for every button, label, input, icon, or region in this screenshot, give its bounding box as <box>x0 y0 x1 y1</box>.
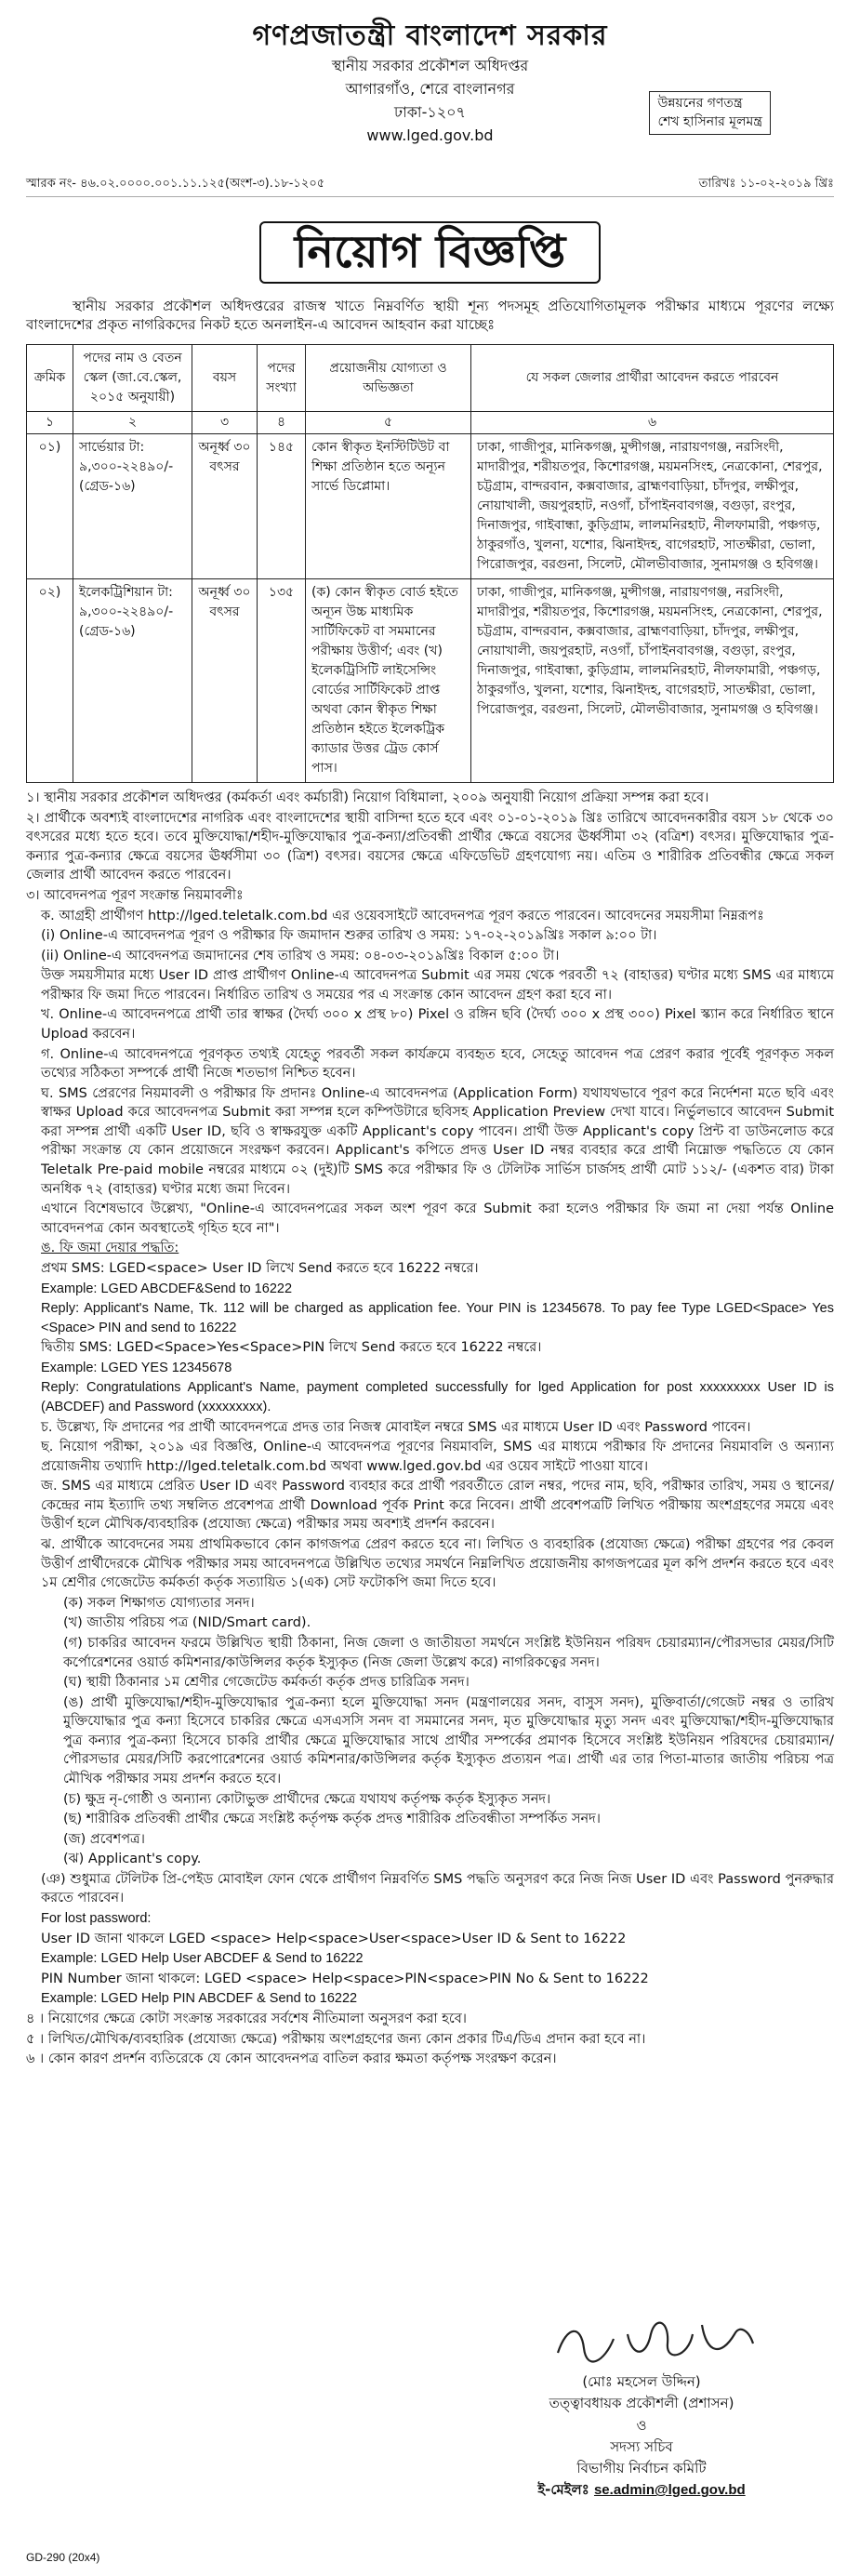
note-time-ii: (ii) Online-এ আবেদনপত্র জমাদানের শেষ তারিখ ও সময়: ০৪-০৩-২০১৯খ্রিঃ বিকাল ৫:০০ টা। <box>41 948 560 963</box>
government-title: গণপ্রজাতন্ত্রী বাংলাদেশ সরকার <box>252 20 608 52</box>
note-time-ii-detail: উক্ত সময়সীমার মধ্যে User ID প্রাপ্ত প্রার্থীগণ Online-এ আবেদনপত্র Submit এর সময় থেকে পরবর্তী ৭২ (বাহাত্তর) ঘণ্টার মধ্যে SMS এর মাধ্যমে পরীক্ষার ফি জমা দিতে পারবেন। নির্ধারিত তারিখ ও সময়ের পর এ সংক্রান্ত কোন আবেদন গ্রহণ করা হবে না। <box>41 968 834 1003</box>
doc-item: (জ) প্রবেশপত্র। <box>63 1831 145 1847</box>
col-header-count: পদের সংখ্যা <box>258 345 306 412</box>
sms-2-reply: Reply: Congratulations Applicant's Name, payment completed successfully for lged Application for post xxxxxxxxx User ID is (ABCDEF) and Password (xxxxxxxxx). <box>41 1380 834 1414</box>
doc-item: (চ) ক্ষুদ্র নৃ-গোষ্ঠী ও অন্যান্য কোটাভুক্ত প্রার্থীদের ক্ষেত্রে যথাযথ কর্তৃপক্ষ কর্তৃক ইস্যুকৃত সনদ। <box>63 1791 551 1807</box>
doc-item: (ক) সকল শিক্ষাগত যোগ্যতার সনদ। <box>63 1595 255 1611</box>
memo-number: স্মারক নং- ৪৬.০২.০০০০.০০১.১১.১২৫(অংশ-৩).১৮-১২০৫ <box>26 176 325 191</box>
col-number: ৫ <box>306 412 471 434</box>
doc-item: (ঙ) প্রার্থী মুক্তিযোদ্ধা/শহীদ-মুক্তিযোদ্ধার পুত্র-কন্যা হলে মুক্তিযোদ্ধা সনদ (মন্ত্রণালয়ের সনদ, বাসুস সনদ), মুক্তিবার্তা/গেজেট নম্বর ও তারিখ মুক্তিযোদ্ধার পুত্র কন্যা হিসেবে চাকরির ক্ষেত্রে এসএসসি সনদ বা সমমানের সনদ, মৃত মুক্তিযোদ্ধার মৃত্যু সনদ এবং মুক্তিযোদ্ধা/শহীদ-মুক্তিযোদ্ধার পুত্র কন্যার পুত্র-কন্যা হিসেবে চাকরি প্রার্থীর ক্ষেত্রে মুক্তিযোদ্ধার সাথে প্রার্থীর সম্পর্কের প্রমাণক হিসেবে সংশ্লিষ্ট ইউনিয়ন পরিষদের চেয়ারম্যান/পৌরসভার মেয়র/সিটি করপোরেশনের ওয়ার্ড কমিশনার/কাউন্সিলর কর্তৃক ইস্যুকৃত প্রত্যয়ন পত্র। প্রার্থী এর তার পিতা-মাতার জাতীয় পরিচয় পত্র মৌখিক পরীক্ষার সময় প্রদর্শন করতে হবে। <box>63 1694 834 1786</box>
lost-pin-instruction: PIN Number জানা থাকলে: LGED <space> Help<space>PIN<space>PIN No & Sent to 16222 <box>41 1971 649 1986</box>
row-count: ১৩৫ <box>258 579 306 783</box>
print-code: GD-290 (20x4) <box>26 2551 100 2564</box>
lost-user-example: Example: LGED Help User ABCDEF & Send to 16222 <box>41 1951 364 1967</box>
note-4: ৪ । নিয়োগের ক্ষেত্রে কোটা সংক্রান্ত সরকারের সর্বশেষ নীতিমালা অনুসরণ করা হবে। <box>26 2011 467 2026</box>
lost-password-for: For lost password: <box>41 1911 152 1927</box>
col-header-qualification: প্রয়োজনীয় যোগ্যতা ও অভিজ্ঞতা <box>306 345 471 412</box>
col-number: ১ <box>27 412 73 434</box>
note-chha: ছ. নিয়োগ পরীক্ষা, ২০১৯ এর বিজ্ঞপ্তি, Online-এ আবেদনপত্র পূরণের নিয়মাবলি, SMS এর মাধ্যমে পরীক্ষার ফি প্রদানের নিয়মাবলি ও অন্যান্য প্রয়োজনীয় তথ্যাদি http://lged.teletalk.com.bd অথবা www.lged.gov.bd এর ওয়েব সাইটে পাওয়া যাবে। <box>41 1440 834 1474</box>
lost-password-heading: (ঞ) শুধুমাত্র টেলিটক প্রি-পেইড মোবাইল ফোন থেকে প্রার্থীগণ নিম্নবর্ণিত SMS পদ্ধতি অনুসরণ করে নিজ নিজ User ID এবং Password পুনরুদ্ধার করতে পারবেন। <box>41 1871 834 1906</box>
email-label: ই-মেইলঃ <box>537 2481 589 2499</box>
table-row <box>27 434 834 579</box>
row-post: সার্ভেয়ার টা: ৯,৩০০-২২৪৯০/- (গ্রেড-১৬) <box>73 434 192 579</box>
row-age: অনূর্ধ্ব ৩০ বৎসর <box>192 434 258 579</box>
website-line: www.lged.gov.bd <box>366 126 494 144</box>
handwritten-signature <box>483 2306 800 2371</box>
doc-item: (ছ) শারীরিক প্রতিবন্ধী প্রার্থীর ক্ষেত্রে সংশ্লিষ্ট কর্তৃপক্ষ কর্তৃক প্রদত্ত শারীরিক প্রতিবন্ধীতা সম্পর্কিত সনদ। <box>63 1812 601 1827</box>
email-link[interactable]: se.admin@lged.gov.bd <box>593 2482 746 2499</box>
sms-1-instruction: প্রথম SMS: LGED<space> User ID লিখে Send করতে হবে 16222 নম্বরে। <box>41 1260 479 1276</box>
lost-pin-example: Example: LGED Help PIN ABCDEF & Send to 16222 <box>41 1991 358 2007</box>
doc-item: (খ) জাতীয় পরিচয় পত্র (NID/Smart card). <box>63 1615 311 1631</box>
department-name: স্থানীয় সরকার প্রকৌশল অধিদপ্তর <box>331 57 529 75</box>
row-qualification: কোন স্বীকৃত ইনস্টিটিউট বা শিক্ষা প্রতিষ্ঠান হতে অন্যূন সার্ভে ডিপ্লোমা। <box>306 434 471 579</box>
page-title: নিয়োগ বিজ্ঞপ্তি <box>259 221 602 284</box>
reference-row <box>26 176 834 197</box>
address-line: আগারগাঁও, শেরে বাংলানগর <box>345 80 515 99</box>
city-line: ঢাকা-১২০৭ <box>394 102 466 121</box>
signatory-committee: বিভাগীয় নির্বাচন কমিটি <box>576 2460 707 2476</box>
row-serial: ০২) <box>27 579 73 783</box>
row-districts: ঢাকা, গাজীপুর, মানিকগঞ্জ, মুন্সীগঞ্জ, নারায়ণগঞ্জ, নরসিংদী, মাদারীপুর, শরীয়তপুর, কিশোরগঞ্জ, ময়মনসিংহ, নেত্রকোনা, শেরপুর, চট্টগ্রাম, বান্দরবান, কক্সবাজার, ব্রাহ্মণবাড়িয়া, চাঁদপুর, লক্ষীপুর, নোয়াখালী, জয়পুরহাট, নওগাঁ, চাঁপাইনবাবগঞ্জ, বগুড়া, রংপুর, দিনাজপুর, গাইবান্ধা, কুড়িগ্রাম, লালমনিরহাট, নীলফামারী, পঞ্চগড়, ঠাকুরগাঁও, খুলনা, যশোর, ঝিনাইদহ, বাগেরহাট, সাতক্ষীরা, ভোলা, পিরোজপুর, বরগুনা, সিলেট, মৌলভীবাজার, সুনামগঞ্জ ও হবিগঞ্জ। <box>471 579 834 783</box>
title-wrap <box>26 221 834 284</box>
conditions-section <box>26 789 834 2069</box>
signatory-email-line <box>483 2479 800 2501</box>
row-serial: ০১) <box>27 434 73 579</box>
signatory-and: ও <box>636 2416 647 2434</box>
doc-item: (গ) চাকরির আবেদন ফরমে উল্লিখিত স্থায়ী ঠিকানা, নিজ জেলা ও জাতীয়তা সমর্থনে সংশ্লিষ্ট ইউনিয়ন পরিষদ চেয়ারম্যান/পৌরসভার মেয়র/সিটি কর্পোরেশনের ওয়ার্ড কমিশনার/কাউন্সিলর কর্তৃক ইস্যুকৃত (নিজ জেলা উল্লেখ করে) নাগরিকত্বের সনদ। <box>63 1635 834 1670</box>
doc-item: (ঘ) স্থায়ী ঠিকানার ১ম শ্রেণীর গেজেটেড কর্মকর্তা কর্তৃক প্রদত্ত চারিত্রিক সনদ। <box>63 1675 470 1691</box>
row-qualification: (ক) কোন স্বীকৃত বোর্ড হইতে অন্যূন উচ্চ মাধ্যমিক সার্টিফিকেট বা সমমানের পরীক্ষায় উত্তীর্ণ; এবং (খ) ইলেকট্রিসিটি লাইসেন্সিং বোর্ডের সার্টিফিকেট প্রাপ্ত অথবা কোন স্বীকৃত শিক্ষা প্রতিষ্ঠান হইতে ইলেকট্রিক ক্যাডার উত্তর ট্রেড কোর্স পাস। <box>306 579 471 783</box>
note-kha: খ. Online-এ আবেদনপত্রে প্রার্থী তার স্বাক্ষর (দৈর্ঘ্য ৩০০ x প্রস্থ ৮০) Pixel ও রঙ্গিন ছবি (দৈর্ঘ্য ৩০০ x প্রস্থ ৩০০) Pixel স্ক্যান করে নির্ধারিত স্থানে Upload করবেন। <box>41 1007 834 1042</box>
signatory-name: (মোঃ মহসেল উদ্দিন) <box>582 2373 701 2390</box>
note-ja: জ. SMS এর মাধ্যমে প্রেরিত User ID এবং Password ব্যবহার করে প্রার্থী পরবর্তীতে রোল নম্বর, পদের নাম, ছবি, পরীক্ষার তারিখ, সময় ও স্থানের/কেন্দ্রের নাম ইত্যাদি তথ্য সম্বলিত প্রবেশপত্র প্রার্থী Download পূর্বক Print করে নিবেন। প্রার্থী প্রবেশপত্রটি লিখিত পরীক্ষায় অংশগ্রহণের সময়ে এবং উত্তীর্ণ হলে মৌখিক/ব্যবহারিক (প্রযোজ্য ক্ষেত্রে) পরীক্ষার সময় অবশ্যই প্রদর্শন করবেন। <box>41 1479 834 1533</box>
posts-table <box>26 344 834 783</box>
lost-user-instruction: User ID জানা থাকলে LGED <space> Help<space>User<space>User ID & Sent to 16222 <box>41 1931 627 1946</box>
fee-method-heading: ঙ. ফি জমা দেয়ার পদ্ধতি: <box>41 1241 179 1256</box>
motto-box <box>649 91 771 135</box>
signatory-member: সদস্য সচিব <box>610 2437 673 2455</box>
sms-2-example: Example: LGED YES 12345678 <box>41 1360 232 1375</box>
table-header-row <box>27 345 834 412</box>
note-ga: গ. Online-এ আবেদনপত্রে পূরণকৃত তথ্যই যেহেতু পরবর্তী সকল কার্যক্রমে ব্যবহৃত হবে, সেহেতু আবেদন পত্র প্রেরণ করার পূর্বেই পূরণকৃত সকল তথ্যের সঠিকতা সম্পর্কে প্রার্থী নিজে শতভাগ নিশ্চিত হবেন। <box>41 1046 834 1082</box>
sms-1-reply: Reply: Applicant's Name, Tk. 112 will be charged as application fee. Your PIN is 12345678. To pay fee Type LGED<Space> Yes <Space> PIN and send to 16222 <box>41 1301 834 1335</box>
row-post: ইলেকট্রিশিয়ান টা: ৯,৩০০-২২৪৯০/- (গ্রেড-১৬) <box>73 579 192 783</box>
note-time-i: (i) Online-এ আবেদনপত্র পূরণ ও পরীক্ষার ফি জমাদান শুরুর তারিখ ও সময়: ১৭-০২-২০১৯খ্রিঃ সকাল ৯:০০ টা। <box>41 928 657 944</box>
col-header-age: বয়স <box>192 345 258 412</box>
col-number: ৩ <box>192 412 258 434</box>
col-header-districts: যে সকল জেলার প্রার্থীরা আবেদন করতে পারবেন <box>471 345 834 412</box>
motto-line-2: শেখ হাসিনার মূলমন্ত্র <box>657 114 762 130</box>
col-number: ৪ <box>258 412 306 434</box>
note-ka: ক. আগ্রহী প্রার্থীগণ http://lged.teletalk.com.bd এর ওয়েবসাইটে আবেদনপত্র পূরণ করতে পারবেন। আবেদনের সময়সীমা নিম্নরূপঃ <box>41 908 764 923</box>
col-header-post: পদের নাম ও বেতন স্কেল (জা.বে.স্কেল, ২০১৫ অনুযায়ী) <box>73 345 192 412</box>
note-jha: ঝ. প্রার্থীকে আবেদনের সময় প্রাথমিকভাবে কোন কাগজপত্র প্রেরণ করতে হবে না। লিখিত ও ব্যবহারিক (প্রযোজ্য ক্ষেত্রে) পরীক্ষা গ্রহণের পর কেবল উত্তীর্ণ প্রার্থীদেরকে মৌখিক পরীক্ষার সময় আবেদনপত্রে উল্লিখিত তথ্যের সমর্থনে নিম্নলিখিত প্রয়োজনীয় কাগজপত্রের মূল কপি প্রদর্শন করতে হবে এবং ১ম শ্রেণীর গেজেটেড কর্মকর্তা কর্তৃক সত্যায়িত ১(এক) সেট ফটোকপি জমা দিতে হবে। <box>41 1537 834 1591</box>
row-count: ১৪৫ <box>258 434 306 579</box>
motto-line-1: উন্নয়নের গণতন্ত্র <box>657 96 743 111</box>
notice-date: তারিখঃ ১১-০২-২০১৯ খ্রিঃ <box>698 176 834 191</box>
sms-2-instruction: দ্বিতীয় SMS: LGED<Space>Yes<Space>PIN লিখে Send করতে হবে 16222 নম্বরে। <box>41 1340 542 1356</box>
sms-1-example: Example: LGED ABCDEF&Send to 16222 <box>41 1281 293 1296</box>
signatory-designation: তত্ত্বাবধায়ক প্রকৌশলী (প্রশাসন) <box>549 2395 734 2412</box>
note-3: ৩। আবেদনপত্র পূরণ সংক্রান্ত নিয়মাবলীঃ <box>26 887 244 903</box>
note-2: ২। প্রার্থীকে অবশ্যই বাংলাদেশের নাগরিক এবং বাংলাদেশের স্থায়ী বাসিন্দা হতে হবে এবং ০১-০১-২০১৯ খ্রিঃ তারিখে আবেদনকারীর বয়স ১৮ থেকে ৩০ বৎসরের মধ্যে হতে হবে। তবে মুক্তিযোদ্ধা/শহীদ-মুক্তিযোদ্ধার পুত্র-কন্যা/প্রতিবন্ধী প্রার্থীর ক্ষেত্রে বয়সের ঊর্ধ্বসীমা ৩২ (বত্রিশ) বৎসর। মুক্তিযোদ্ধার পুত্র-কন্যার পুত্র-কন্যার ক্ষেত্রে বয়সের ঊর্ধ্বসীমা ৩০ (ত্রিশ) বৎসর। বয়সের ক্ষেত্রে এফিডেভিট গ্রহণযোগ্য নয়। এতিম ও শারীরিক প্রতিবন্ধীর ক্ষেত্রে সকল জেলার প্রার্থী আবেদন করতে পারবেন। <box>26 810 834 883</box>
note-6: ৬ । কোন কারণ প্রদর্শন ব্যতিরেকে যে কোন আবেদনপত্র বাতিল করার ক্ষমতা কর্তৃপক্ষ সংরক্ষণ করেন। <box>26 2052 557 2067</box>
doc-item: (ঝ) Applicant's copy. <box>63 1852 202 1867</box>
table-row <box>27 579 834 783</box>
row-age: অনূর্ধ্ব ৩০ বৎসর <box>192 579 258 783</box>
signature-block <box>483 2306 800 2502</box>
intro-paragraph: স্থানীয় সরকার প্রকৌশল অধিদপ্তরের রাজস্ব খাতে নিম্নবর্ণিত স্থায়ী শূন্য পদসমূহ প্রতিযোগিতামূলক পরীক্ষার মাধ্যমে পূরণের লক্ষ্যে বাংলাদেশের প্রকৃত নাগরিকদের নিকট হতে অনলাইন-এ আবেদন আহবান করা যাচ্ছেঃ <box>26 297 834 334</box>
column-number-row <box>27 412 834 434</box>
note-1: ১। স্থানীয় সরকার প্রকৌশল অধিদপ্তর (কর্মকর্তা এবং কর্মচারী) নিয়োগ বিধিমালা, ২০০৯ অনুযায়ী নিয়োগ প্রক্রিয়া সম্পন্ন করা হবে। <box>26 790 709 806</box>
note-gha: ঘ. SMS প্রেরণের নিয়মাবলী ও পরীক্ষার ফি প্রদানঃ Online-এ আবেদনপত্র (Application Form) যথাযথভাবে পূরণ করে নির্দেশনা মতে ছবি এবং স্বাক্ষর Upload করে আবেদনপত্র Submit করা সম্পন্ন হলে কম্পিউটারে ছবিসহ Application Preview দেখা যাবে। নির্ভুলভাবে আবেদন Submit করা সম্পন্ন প্রার্থী একটি User ID, ছবি ও স্বাক্ষরযুক্ত একটি Applicant's copy পাবেন। প্রার্থী উক্ত Applicant's copy প্রিন্ট বা ডাউনলোড করে পরীক্ষা সংক্রান্ত যে কোন প্রয়োজনে সংরক্ষণ করবেন। Applicant's কপিতে প্রদত্ত User ID নম্বর ব্যবহার করে প্রার্থী নিম্নোক্ত পদ্ধতিতে যে কোন Teletalk Pre-paid mobile নম্বরের মাধ্যমে ০২ (দুই)টি SMS করে পরীক্ষার ফি ও টেলিটক সার্ভিস চার্জসহ প্রার্থী মোট ১১২/- (একশত বার) টাকা অনধিক ৭২ (বাহাত্তর) ঘণ্টার মধ্যে জমা দিবেন। <box>41 1085 834 1197</box>
note-gha-detail: এখানে বিশেষভাবে উল্লেখ্য, "Online-এ আবেদনপত্রের সকল অংশ পূরণ করে Submit করা হলেও পরীক্ষার ফি জমা না দেয়া পর্যন্ত Online আবেদনপত্র কোন অবস্থাতেই গৃহিত হবে না"। <box>41 1202 834 1236</box>
col-number: ২ <box>73 412 192 434</box>
note-5: ৫ । লিখিত/মৌখিক/ব্যবহারিক (প্রযোজ্য ক্ষেত্রে) পরীক্ষায় অংশগ্রহণের জন্য কোন প্রকার টিএ/ডিএ প্রদান করা হবে না। <box>26 2031 646 2047</box>
note-cha: চ. উল্লেখ্য, ফি প্রদানের পর প্রার্থী আবেদনপত্রে প্রদত্ত তার নিজস্ব মোবাইল নম্বরে SMS এর মাধ্যমে User ID এবং Password পাবেন। <box>41 1419 751 1435</box>
col-header-serial: ক্রমিক <box>27 345 73 412</box>
row-districts: ঢাকা, গাজীপুর, মানিকগঞ্জ, মুন্সীগঞ্জ, নারায়ণগঞ্জ, নরসিংদী, মাদারীপুর, শরীয়তপুর, কিশোরগঞ্জ, ময়মনসিংহ, নেত্রকোনা, শেরপুর, চট্টগ্রাম, বান্দরবান, কক্সবাজার, ব্রাহ্মণবাড়িয়া, চাঁদপুর, লক্ষীপুর, নোয়াখালী, জয়পুরহাট, নওগাঁ, চাঁপাইনবাবগঞ্জ, বগুড়া, রংপুর, দিনাজপুর, গাইবান্ধা, কুড়িগ্রাম, লালমনিরহাট, নীলফামারী, পঞ্চগড়, ঠাকুরগাঁও, খুলনা, যশোর, ঝিনাইদহ, বাগেরহাট, সাতক্ষীরা, ভোলা, পিরোজপুর, বরগুনা, সিলেট, মৌলভীবাজার, সুনামগঞ্জ ও হবিগঞ্জ। <box>471 434 834 579</box>
col-number: ৬ <box>471 412 834 434</box>
